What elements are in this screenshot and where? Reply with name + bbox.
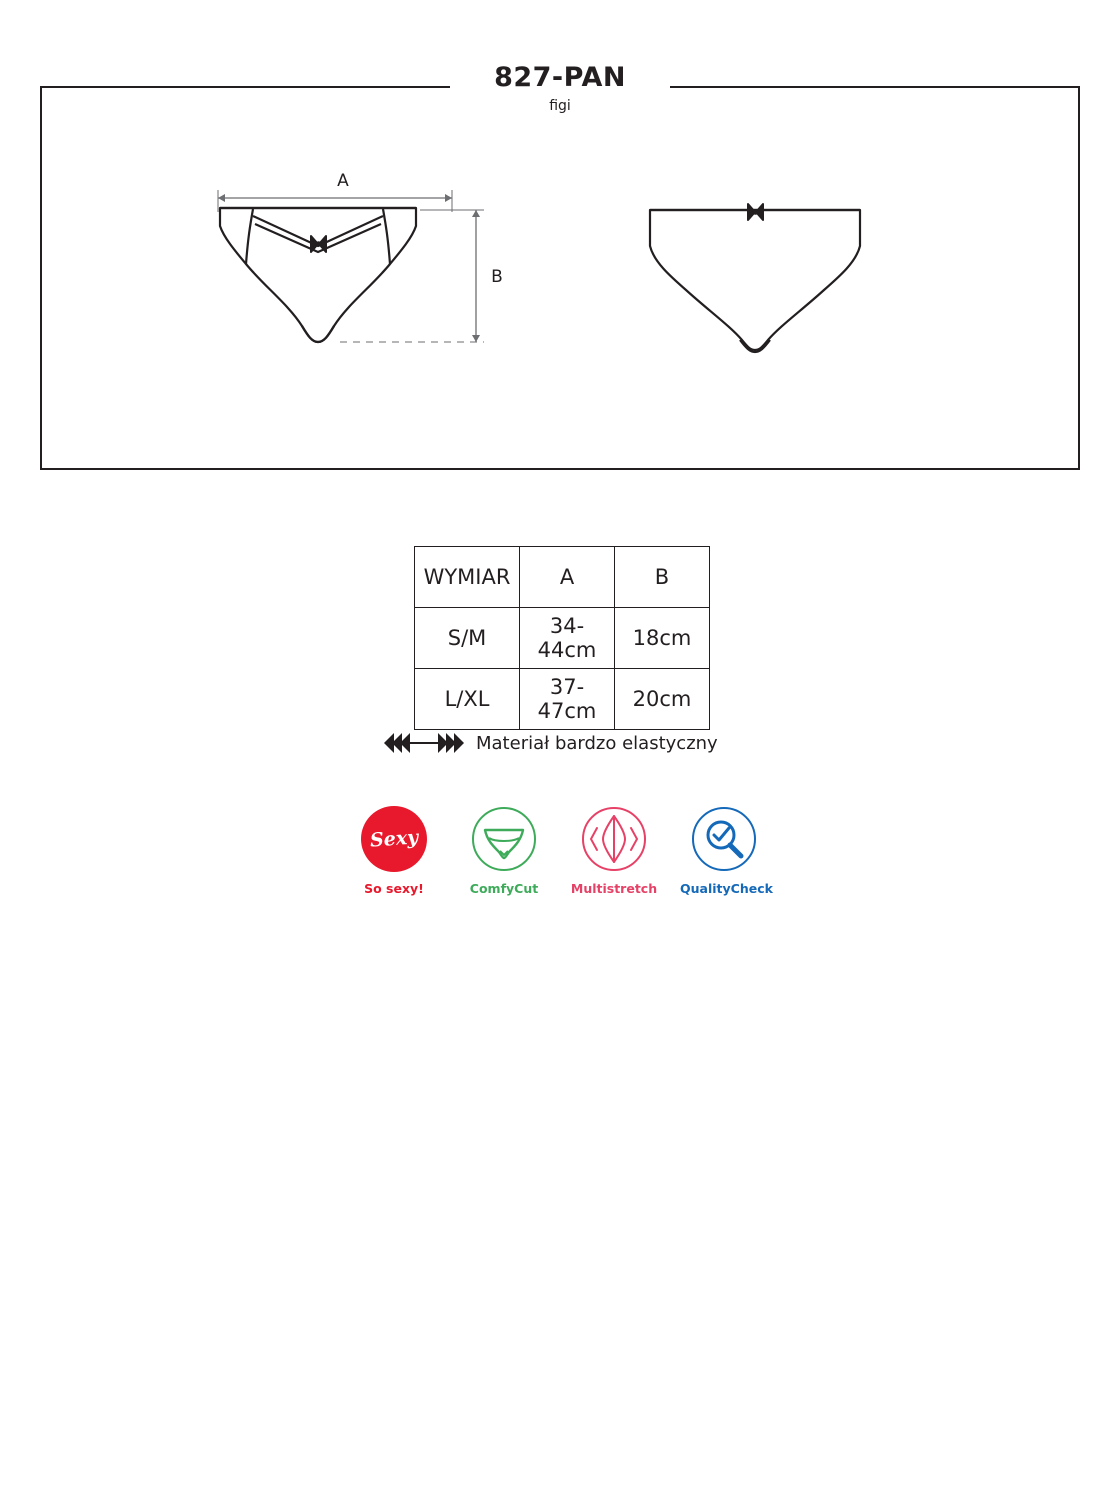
back-view [650,204,860,352]
sexy-badge-text: Sexy [369,826,419,852]
feature-label-so-sexy: So sexy! [364,881,424,896]
table-cell-b: 20cm [615,669,710,730]
table-cell-a: 37-47cm [520,669,615,730]
table-row [415,669,710,730]
feature-label-multistretch: Multistretch [570,881,658,896]
table-cell-size: L/XL [415,669,520,730]
feature-quality-check [680,806,773,896]
sexy-circle-icon [361,806,427,872]
feature-so-sexy [350,806,438,896]
elastic-note [382,728,802,758]
table-header-row [415,547,710,608]
feature-label-quality-check: QualityCheck [680,881,773,896]
feature-multistretch [570,806,658,896]
table-header-cell: WYMIAR [415,547,520,608]
elastic-note-label: Materiał bardzo elastyczny [476,732,718,754]
size-table [414,546,710,730]
feature-comfy-cut [460,806,548,896]
table-cell-size: S/M [415,608,520,669]
double-arrow-stretch-icon [382,731,466,755]
table-row [415,608,710,669]
panty-outline-icon [471,806,537,872]
page-subtitle: figi [549,98,571,114]
front-view [220,208,416,342]
table-header-cell: B [615,547,710,608]
page-title: 827-PAN [494,62,626,93]
table-header-cell: A [520,547,615,608]
technical-drawings [40,86,1080,470]
feature-label-comfy-cut: ComfyCut [469,881,539,896]
stretch-arrows-icon [581,806,647,872]
table-cell-b: 18cm [615,608,710,669]
front-dimension-a-label: A [337,171,349,191]
magnifier-check-icon [691,806,757,872]
front-dimension-b-label: B [491,267,503,287]
feature-badges [350,806,780,896]
table-cell-a: 34-44cm [520,608,615,669]
